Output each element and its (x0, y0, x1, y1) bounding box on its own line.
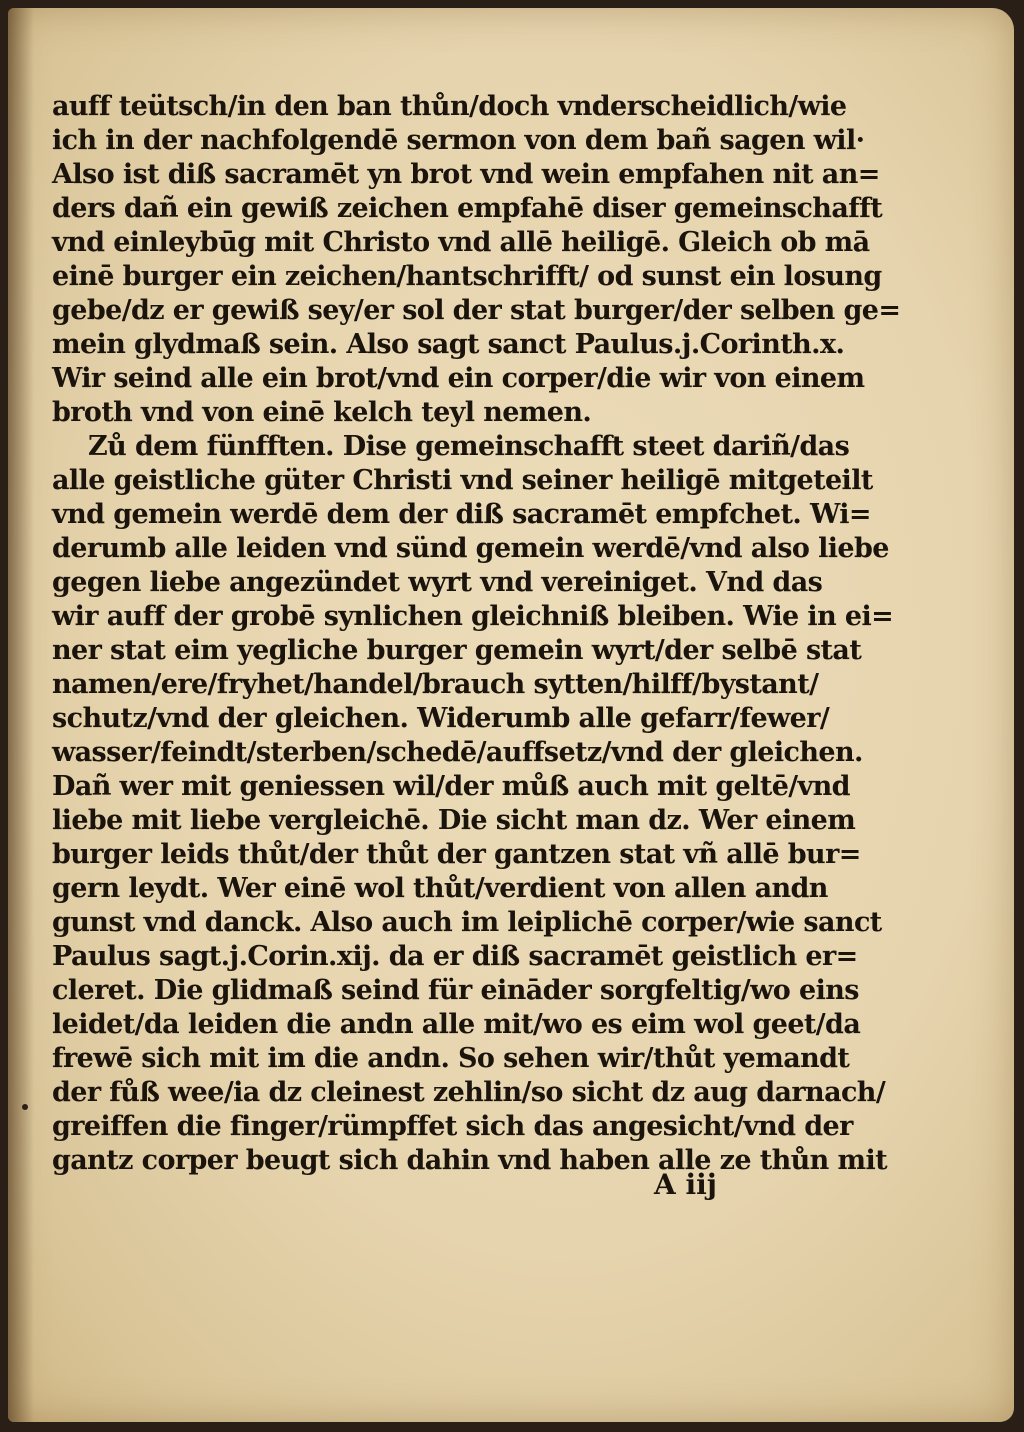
text-line: leidet/da leiden die andn alle mit/wo es eim wol geet/da (52, 1009, 861, 1040)
page-text (52, 90, 901, 1178)
text-line: der fůß wee/ia dz cleinest zehlin/so sicht dz aug darnach/ (52, 1077, 886, 1108)
text-line: ner stat eim yegliche burger gemein wyrt/der selbē stat (52, 635, 862, 666)
text-line: cleret. Die glidmaß seind für eināder sorgfeltig/wo eins (52, 975, 859, 1006)
book-page (8, 8, 1014, 1422)
text-line: Also ist diß sacramēt yn brot vnd wein empfahen nit an= (52, 159, 880, 190)
text-line: gunst vnd danck. Also auch im leiplichē corper/wie sanct (52, 907, 882, 938)
text-line: gantz corper beugt sich dahin vnd haben alle ze thůn mit (52, 1145, 887, 1176)
text-line: vnd einleybūg mit Christo vnd allē heiligē. Gleich ob mā (52, 227, 870, 258)
text-line: ich in der nachfolgendē sermon von dem bañ sagen wil· (52, 125, 865, 156)
text-line: gern leydt. Wer einē wol thůt/verdient von allen andn (52, 873, 828, 904)
text-line: ders dañ ein gewiß zeichen empfahē diser gemeinschafft (52, 193, 883, 224)
text-line: mein glydmaß sein. Also sagt sanct Paulus.j.Corinth.x. (52, 329, 845, 360)
text-line: namen/ere/fryhet/handel/brauch sytten/hilff/bystant/ (52, 669, 819, 700)
text-line: greiffen die finger/rümpffet sich das angesicht/vnd der (52, 1111, 853, 1142)
text-line: Wir seind alle ein brot/vnd ein corper/die wir von einem (52, 363, 865, 394)
text-line: broth vnd von einē kelch teyl nemen. (52, 397, 592, 428)
ink-speck (22, 1104, 28, 1110)
text-line: einē burger ein zeichen/hantschrifft/ od sunst ein losung (52, 261, 882, 292)
text-line: vnd gemein werdē dem der diß sacramēt empfchet. Wi= (52, 499, 871, 530)
signature-mark: A iij (654, 1168, 717, 1201)
text-line: gebe/dz er gewiß sey/er sol der stat burger/der selben ge= (52, 295, 901, 326)
text-line: alle geistliche güter Christi vnd seiner heiligē mitgeteilt (52, 465, 873, 496)
text-line: gegen liebe angezündet wyrt vnd vereiniget. Vnd das (52, 567, 823, 598)
text-line: burger leids thůt/der thůt der gantzen stat vñ allē bur= (52, 839, 861, 870)
text-line: derumb alle leiden vnd sünd gemein werdē/vnd also liebe (52, 533, 889, 564)
text-line: auff teütsch/in den ban thůn/doch vnderscheidlich/wie (52, 91, 847, 122)
text-line: wasser/feindt/sterben/schedē/auffsetz/vnd der gleichen. (52, 737, 863, 768)
text-line: frewē sich mit im die andn. So sehen wir/thůt yemandt (52, 1043, 850, 1074)
text-line: Paulus sagt.j.Corin.xij. da er diß sacramēt geistlich er= (52, 941, 858, 972)
gutter-shadow (8, 8, 34, 1422)
text-line: wir auff der grobē synlichen gleichniß bleiben. Wie in ei= (52, 601, 894, 632)
text-line: Dañ wer mit geniessen wil/der můß auch mit geltē/vnd (52, 771, 850, 802)
paragraph-start-line: Zů dem fünfften. Dise gemeinschafft steet dariñ/das (88, 431, 850, 462)
text-line: liebe mit liebe vergleichē. Die sicht man dz. Wer einem (52, 805, 856, 836)
text-line: schutz/vnd der gleichen. Widerumb alle gefarr/fewer/ (52, 703, 830, 734)
